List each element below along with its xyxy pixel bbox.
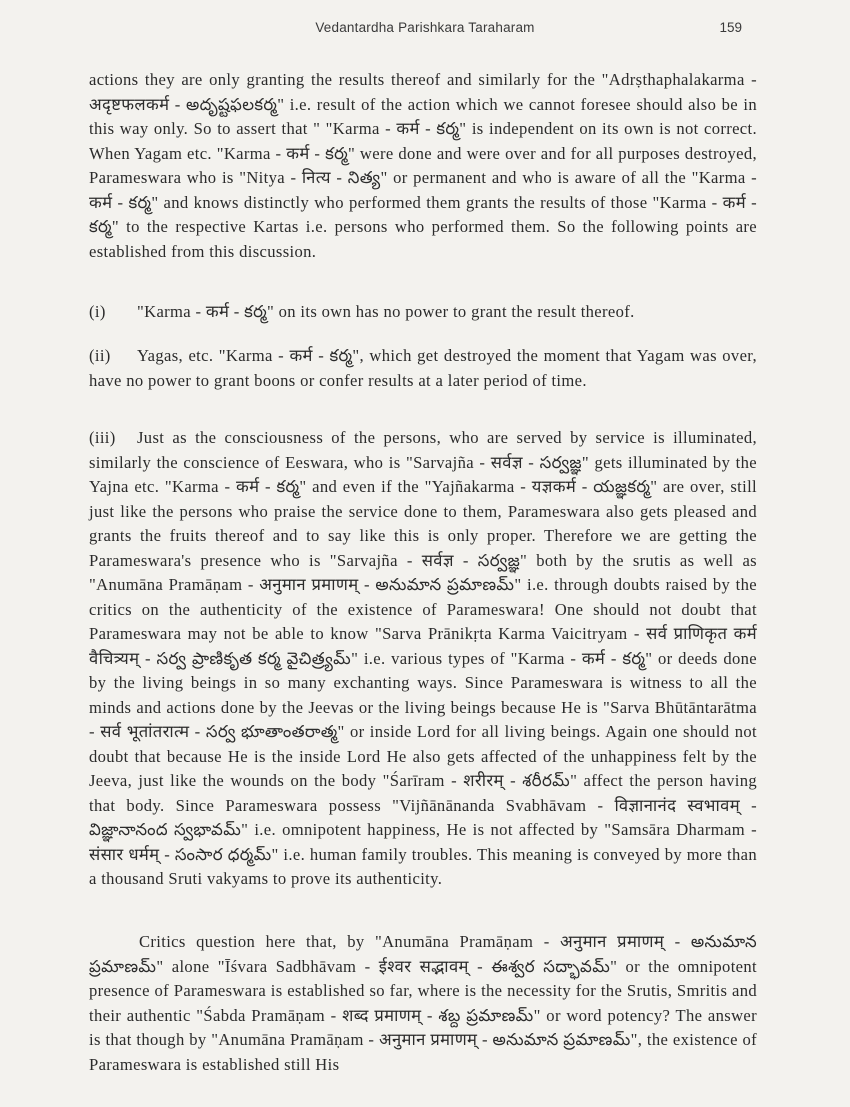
point-text: Just as the consciousness of the persons, who are served by service is illuminated, similarly the conscience of Eeswara, who is "Sarvajña - सर्वज्ञ - సర్వజ్ఞ" gets illuminated by the Yajna etc. "Karma - कर्म - కర్మ" and even if the "Yajñakarma - यज्ञकर्म - యజ్ఞకర్మ" are over, still just like the persons who praise the service done to them, Parameswara also gets pleased and grants the fruits thereof and to say like this is only proper. Therefore we are getting the Parameswara's presence who is "Sarvajña - सर्वज्ञ - సర్వజ్ఞ" both by the srutis as well as "Anumāna Pramāṇam - अनुमान प्रमाणम् - అనుమాన ప్రమాణమ్" i.e. through doubts raised by the critics on the authenticity of the existence of Parameswara! One should not doubt that Parameswara may not be able to know "Sarva Prānikṛta Karma Vaicitryam - सर्व प्राणिकृत कर्म वैचित्र्यम् - సర్వ ప్రాణికృత కర్మ వైచిత్ర్యమ్" i.e. various types of "Karma - कर्म - కర్మ" or deeds done by the living beings in so many exchanting ways. Since Parameswara is witness to all the minds and actions done by the Jeevas or the living beings because He is "Sarva Bhūtāntarātma - सर्व भूतांतरात्म - సర్వ భూతాంతరాత్మ" or inside Lord for all living beings. Again one should not doubt that because He is the inside Lord He also gets affected of the unhappiness felt by the Jeeva, just like the wounds on the body "Śarīram - शरीरम् - శరీరమ్" affect the person having that body. Since Parameswara possess "Vijñānānanda Svabhāvam - विज्ञानानंद स्वभावम् - విజ్ఞానానంద స్వభావమ్" i.e. omnipotent happiness, He is not affected by "Samsāra Dharmam - संसार धर्मम् - సంసార ధర్మమ్" i.e. human family troubles. This meaning is conveyed by more than a thousand Sruti vakyams to prove its authenticity. — [89, 428, 757, 888]
numbered-point — [89, 426, 757, 892]
body-paragraph — [89, 930, 757, 1077]
running-header — [0, 18, 850, 40]
numbered-point — [89, 344, 757, 393]
paragraph-text: actions they are only granting the results thereof and similarly for the "Adrṣthaphalakarma - अदृष्टफलकर्म - అదృష్టఫలకర్మ" i.e. result of the action which we cannot foresee should also be in this way only. So to assert that " "Karma - कर्म - కర్మ" is independent on its own is not correct. When Yagam etc. "Karma - कर्म - కర్మ" were done and were over and for all purposes destroyed, Parameswara who is "Nitya - नित्य - నిత్య" or permanent and who is aware of all the "Karma - कर्म - కర్మ" and knows distinctly who performed them grants the results of those "Karma - कर्म - కర్మ" to the respective Kartas i.e. persons who performed them. So the following points are established from this discussion. — [89, 70, 757, 261]
point-text: "Karma - कर्म - కర్మ" on its own has no power to grant the result thereof. — [137, 302, 635, 321]
numbered-point — [89, 300, 757, 325]
point-marker: (iii) — [89, 428, 116, 447]
body-paragraph — [89, 68, 757, 264]
running-title: Vedantardha Parishkara Taraharam — [315, 20, 535, 35]
page-number: 159 — [719, 20, 742, 35]
point-text: Yagas, etc. "Karma - कर्म - కర్మ", which get destroyed the moment that Yagam was over, have no power to grant boons or confer results at a later period of time. — [89, 346, 757, 390]
point-marker: (i) — [89, 302, 106, 321]
point-marker: (ii) — [89, 346, 111, 365]
paragraph-text: Critics question here that, by "Anumāna Pramāṇam - अनुमान प्रमाणम् - అనుమాన ప్రమాణమ్" alone "Īśvara Sadbhāvam - ईश्वर सद्भावम् - ఈశ్వర సద్భావమ్" or the omnipotent presence of Parameswara is established so far, where is the necessity for the Srutis, Smritis and their authentic "Śabda Pramāṇam - शब्द प्रमाणम् - శబ్ద ప్రమాణమ్" or word potency? The answer is that though by "Anumāna Pramāṇam - अनुमान प्रमाणम् - అనుమాన ప్రమాణమ్", the existence of Parameswara is established still His — [89, 932, 757, 1074]
